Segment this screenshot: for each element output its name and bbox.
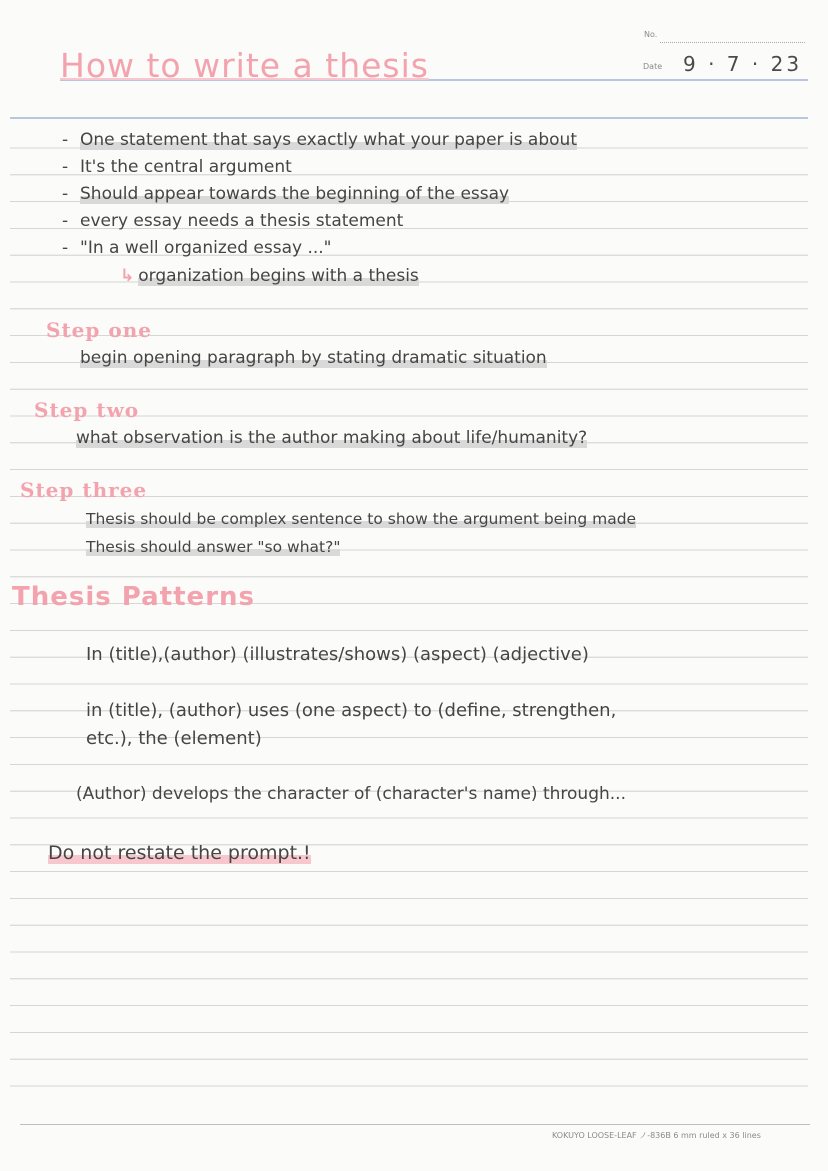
arrow-icon: ↳ (120, 266, 135, 286)
no-field-line (660, 42, 805, 43)
page-title: How to write a thesis (60, 46, 429, 85)
bullet-item: - It's the central argument (62, 157, 292, 177)
closing-note: Do not restate the prompt.! (48, 842, 311, 864)
step-three-text-2: Thesis should answer "so what?" (86, 538, 341, 556)
date-value: 9 · 7 · 23 (683, 52, 803, 76)
footer-rule (20, 1124, 810, 1125)
step-three-heading: Step three (20, 478, 148, 502)
step-two-text: what observation is the author making about life/humanity? (76, 428, 588, 448)
paper-brand-footer: KOKUYO LOOSE-LEAF ノ-836B 6 mm ruled x 36 lines (552, 1131, 761, 1140)
thesis-patterns-heading: Thesis Patterns (12, 582, 255, 612)
date-label: Date (643, 62, 663, 71)
pattern-item-2-cont: etc.), the (element) (86, 728, 262, 749)
bullet-item: - Should appear towards the beginning of the essay (62, 184, 510, 204)
step-one-text: begin opening paragraph by stating dramatic situation (80, 348, 547, 368)
sub-bullet-item: ↳ organization begins with a thesis (120, 266, 419, 286)
step-one-heading: Step one (46, 318, 152, 342)
bullet-item: - every essay needs a thesis statement (62, 211, 404, 231)
pattern-item-2: in (title), (author) uses (one aspect) to (define, strengthen, (86, 700, 617, 721)
step-two-heading: Step two (34, 398, 140, 422)
pattern-item-1: In (title),(author) (illustrates/shows) (aspect) (adjective) (86, 644, 589, 665)
bullet-item: - One statement that says exactly what your paper is about (62, 130, 577, 150)
step-three-text-1: Thesis should be complex sentence to show the argument being made (86, 510, 637, 528)
bullet-item: - "In a well organized essay ..." (62, 238, 332, 258)
no-label: No. (644, 30, 658, 39)
pattern-item-3: (Author) develops the character of (character's name) through... (76, 784, 626, 804)
